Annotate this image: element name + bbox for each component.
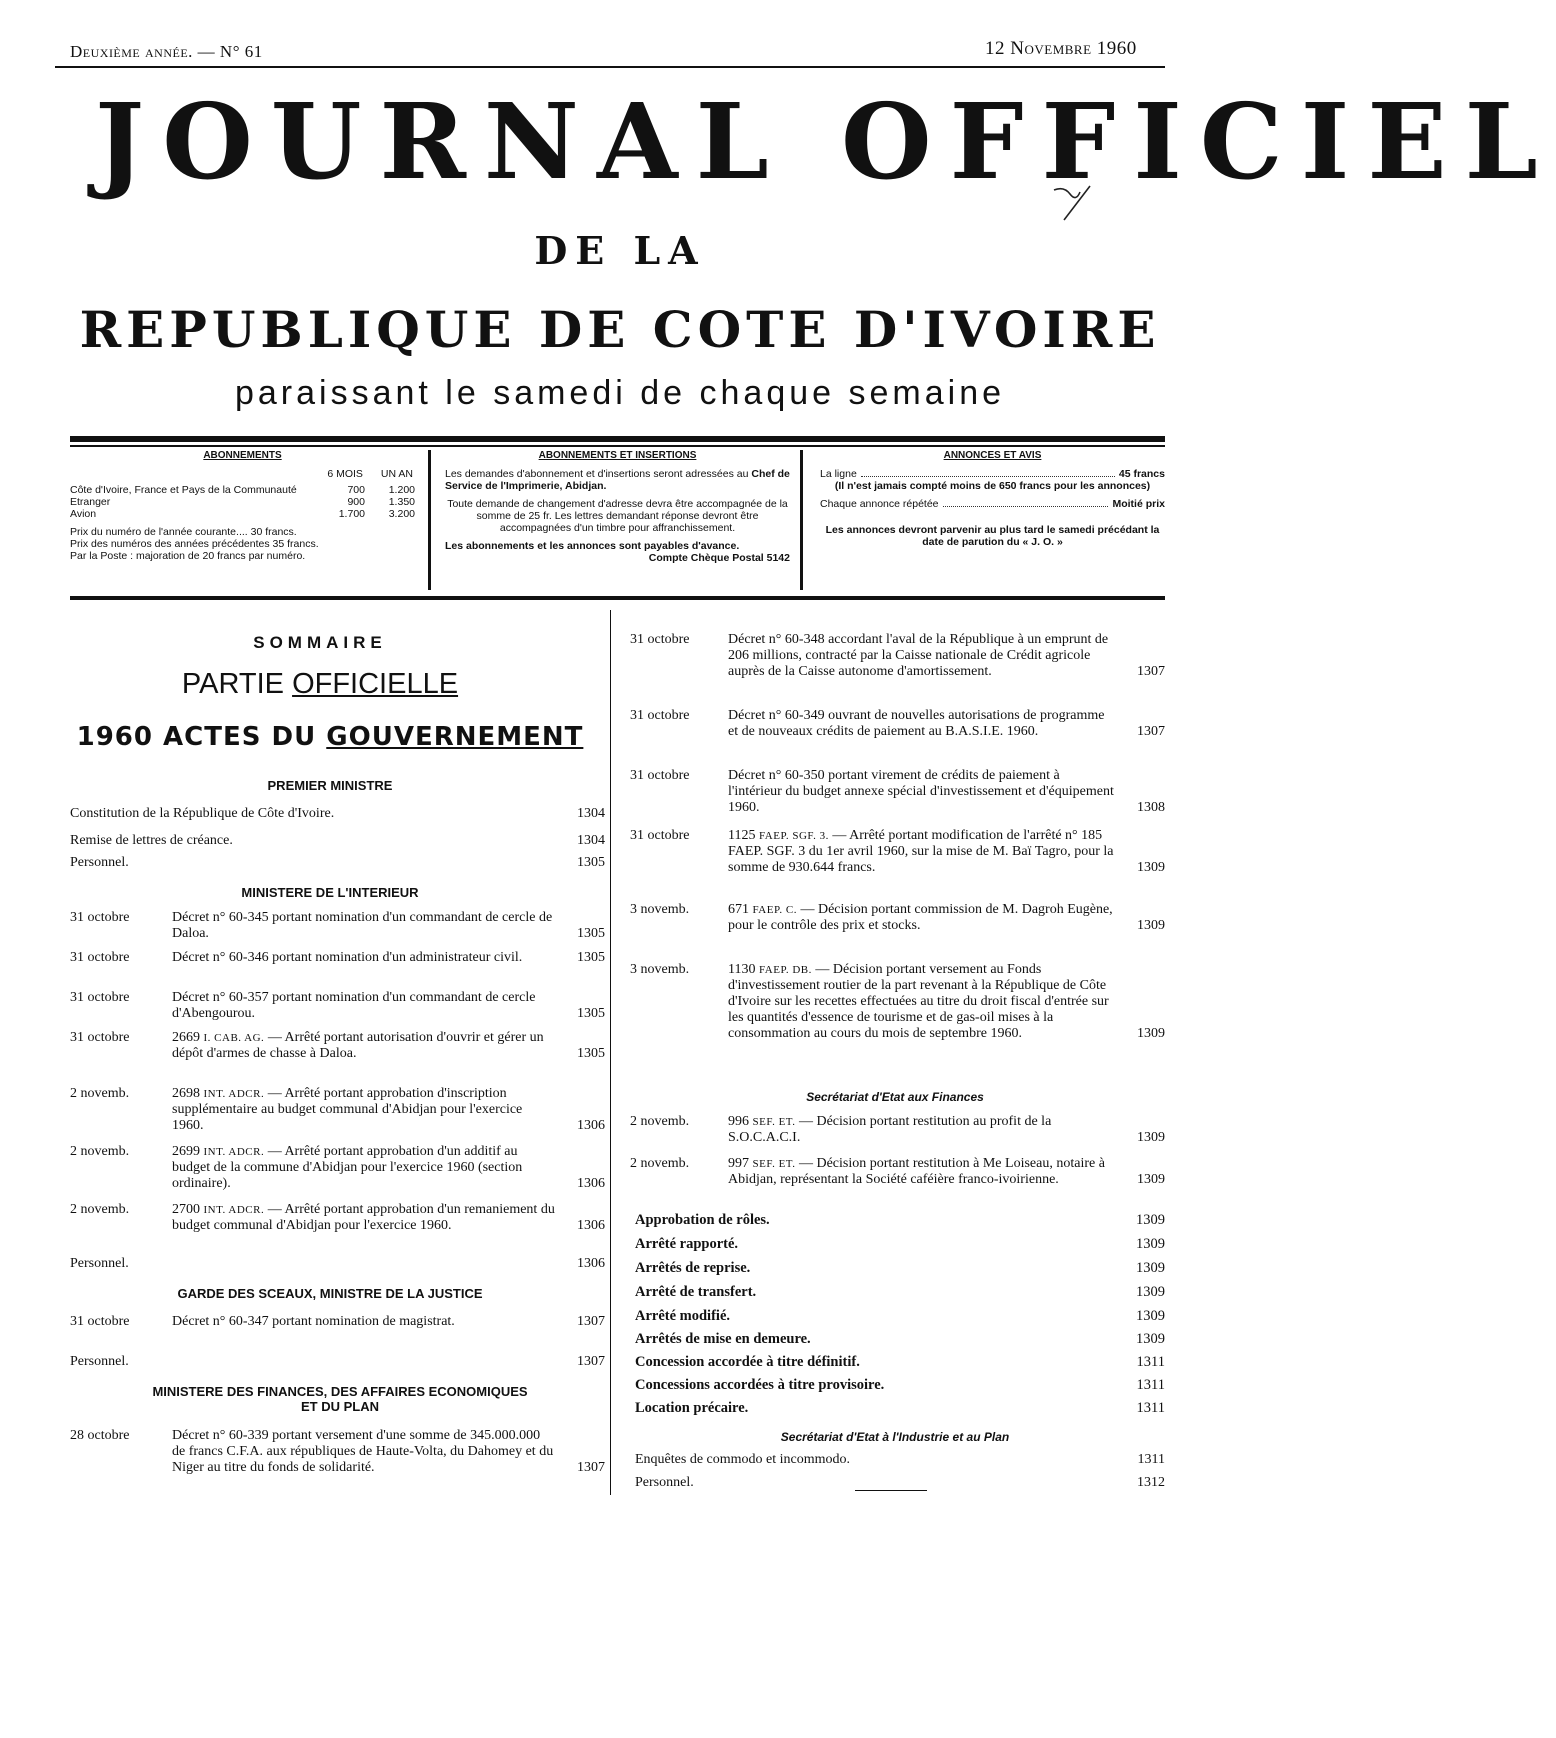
col-unan: UN AN	[380, 468, 413, 480]
top-rule	[55, 66, 1165, 68]
toc-row: 31 octobre Décret n° 60-348 accordant l'aval de la République à un emprunt de 206 millions, contracté par la Caisse nationale de Crédit agricole auprès de la Caisse autonome d'amortissement. 1307	[630, 632, 1165, 679]
toc-row: Personnel. 1306	[70, 1256, 605, 1271]
toc-row: Arrêté de transfert. 1309	[635, 1284, 1165, 1300]
toc-row: Approbation de rôles. 1309	[635, 1212, 1165, 1228]
box-separator	[800, 450, 803, 590]
column-separator	[610, 610, 611, 1495]
toc-row: 31 octobre Décret n° 60-349 ouvrant de nouvelles autorisations de programme et de nouveaux crédits de paiement au B.A.S.I.E. 1960. 1307	[630, 708, 1165, 739]
toc-row: Location précaire. 1311	[635, 1400, 1165, 1416]
toc-row: 31 octobre Décret n° 60-345 portant nomination d'un commandant de cercle de Daloa. 1305	[70, 910, 605, 941]
toc-row: 31 octobre Décret n° 60-350 portant virement de crédits de paiement à l'intérieur du budget annexe spécial d'investissement et d'équipement 1960. 1308	[630, 768, 1165, 815]
toc-row: Personnel. 1312	[635, 1475, 1165, 1490]
toc-row: Personnel. 1307	[70, 1354, 605, 1369]
toc-row: 2 novemb. 2699 INT. ADCR. — Arrêté portant approbation d'un additif au budget de la commune d'Abidjan pour l'exercice 1960 (section ordinaire). 1306	[70, 1144, 605, 1191]
section-finances: MINISTERE DES FINANCES, DES AFFAIRES ECONOMIQUES ET DU PLAN	[152, 1384, 528, 1414]
toc-row: Arrêté rapporté. 1309	[635, 1236, 1165, 1252]
sommaire-heading: SOMMAIRE	[253, 633, 387, 652]
toc-row: Enquêtes de commodo et incommodo. 1311	[635, 1452, 1165, 1467]
toc-row: 3 novemb. 1130 FAEP. DB. — Décision portant versement au Fonds d'investissement routier de la part revenant à la République de Côte d'Ivoire sur les recettes effectuées au titre du droit fiscal d'entrée sur les quantités d'essence de tourisme et de gas-oil mises à la consommation au cours du mois de septembre 1960. 1309	[630, 962, 1165, 1041]
section-industrie: Secrétariat d'Etat à l'Industrie et au Plan	[780, 1430, 1010, 1444]
tagline: paraissant le samedi de chaque semaine	[234, 374, 1006, 412]
journal-title: JOURNAL OFFICIEL	[95, 80, 1556, 203]
toc-row: 31 octobre 1125 FAEP. SGF. 3. — Arrêté portant modification de l'arrêté n° 185 FAEP. SGF. 3 du 1er avril 1960, sur la mise de M. Baï Tagro, pour la somme de 930.644 francs. 1309	[630, 828, 1165, 875]
republic-title: REPUBLIQUE DE COTE D'IVOIRE	[79, 300, 1161, 359]
de-la: DE LA	[534, 228, 706, 273]
abonnements-heading: ABONNEMENTS	[203, 450, 282, 461]
toc-row: 31 octobre Décret n° 60-346 portant nomination d'un administrateur civil. 1305	[70, 950, 605, 965]
toc-row: Arrêté modifié. 1309	[635, 1308, 1165, 1324]
issue-date: 12 Novembre 1960	[985, 38, 1137, 59]
abo-row: Côte d'Ivoire, France et Pays de la Communauté 700 1.200	[70, 484, 415, 496]
abo-notes: Prix du numéro de l'année courante.... 30 francs. Prix des numéros des années précédentes 35 francs. Par la Poste : majoration de 20 francs par numéro.	[70, 526, 319, 562]
box-separator	[428, 450, 431, 590]
annonces-box: ANNONCES ET AVIS La ligne 45 francs (Il n'est jamais compté moins de 650 francs pour les annonces) Chaque annonce répétée Moitié prix Les annonces devront parvenir au plus tard le samedi précédant la date de parution du « J. O. »	[820, 450, 1165, 548]
abo-row: Etranger 900 1.350	[70, 496, 415, 508]
toc-row: 28 octobre Décret n° 60-339 portant versement d'une somme de 345.000.000 de francs C.F.A. aux républiques de Haute-Volta, du Dahomey et du Niger au titre du fonds de solidarité. 1307	[70, 1428, 605, 1475]
handwritten-mark	[1050, 180, 1120, 230]
toc-row: 31 octobre Décret n° 60-347 portant nomination de magistrat. 1307	[70, 1314, 605, 1329]
toc-row: Concessions accordées à titre provisoire. 1311	[635, 1377, 1165, 1393]
abonnements-cols	[70, 468, 415, 480]
abo-row: Avion 1.700 3.200	[70, 508, 415, 520]
toc-row: 2 novemb. 997 SEF. ET. — Décision portant restitution à Me Loiseau, notaire à Abidjan, représentant la Société caféière franco-ivoirienne. 1309	[630, 1156, 1165, 1187]
toc-row: Arrêtés de mise en demeure. 1309	[635, 1331, 1165, 1347]
toc-row: 3 novemb. 671 FAEP. C. — Décision portant commission de M. Dagroh Eugène, pour le contrôle des prix et stocks. 1309	[630, 902, 1165, 933]
section-premier-ministre: PREMIER MINISTRE	[267, 778, 393, 793]
toc-row: 2 novemb. 2700 INT. ADCR. — Arrêté portant approbation d'un remaniement du budget communal d'Abidjan pour l'exercice 1960. 1306	[70, 1202, 605, 1233]
issue-number: Deuxième année. — N° 61	[70, 42, 263, 61]
toc-row: Personnel. 1305	[70, 855, 605, 870]
toc-row: Remise de lettres de créance. 1304	[70, 833, 605, 848]
section-justice: GARDE DES SCEAUX, MINISTRE DE LA JUSTICE	[177, 1286, 483, 1301]
partie-officielle: PARTIE OFFICIELLE	[181, 668, 459, 700]
rule-thin	[70, 445, 1165, 447]
toc-row: 2 novemb. 996 SEF. ET. — Décision portant restitution au profit de la S.O.C.A.C.I. 1309	[630, 1114, 1165, 1145]
annonces-heading: ANNONCES ET AVIS	[943, 450, 1042, 461]
toc-row: 31 octobre 2669 I. CAB. AG. — Arrêté portant autorisation d'ouvrir et gérer un dépôt d'armes de chasse à Daloa. 1305	[70, 1030, 605, 1061]
toc-row: 2 novemb. 2698 INT. ADCR. — Arrêté portant approbation d'inscription supplémentaire au budget communal d'Abidjan pour l'exercice 1960. 1306	[70, 1086, 605, 1133]
rule-thick	[70, 436, 1165, 442]
end-rule	[855, 1490, 927, 1491]
abonnements-rows	[70, 484, 415, 520]
toc-row: Concession accordée à titre définitif. 1311	[635, 1354, 1165, 1370]
abonnements-box	[70, 450, 415, 562]
insertions-box: ABONNEMENTS ET INSERTIONS Les demandes d'abonnement et d'insertions seront adressées au Chef de Service de l'Imprimerie, Abidjan. Toute demande de changement d'adresse devra être accompagnée de la somme de 25 fr. Les lettres demandant réponse devront être accompagnées d'un timbre pour affranchissement. Les abonnements et les annonces sont payables d'avance. Compte Chèque Postal 5142	[445, 450, 790, 564]
col-6mois: 6 MOIS	[327, 468, 363, 480]
actes-heading: 1960 ACTES DU GOUVERNEMENT	[76, 722, 584, 752]
rule-thick	[70, 596, 1165, 600]
insertions-heading: ABONNEMENTS ET INSERTIONS	[538, 450, 697, 461]
toc-row: Arrêtés de reprise. 1309	[635, 1260, 1165, 1276]
toc-row: Constitution de la République de Côte d'Ivoire. 1304	[70, 806, 605, 821]
toc-row: 31 octobre Décret n° 60-357 portant nomination d'un commandant de cercle d'Abengourou. 1305	[70, 990, 605, 1021]
section-interieur: MINISTERE DE L'INTERIEUR	[241, 885, 419, 900]
section-etat-finances: Secrétariat d'Etat aux Finances	[806, 1090, 984, 1104]
